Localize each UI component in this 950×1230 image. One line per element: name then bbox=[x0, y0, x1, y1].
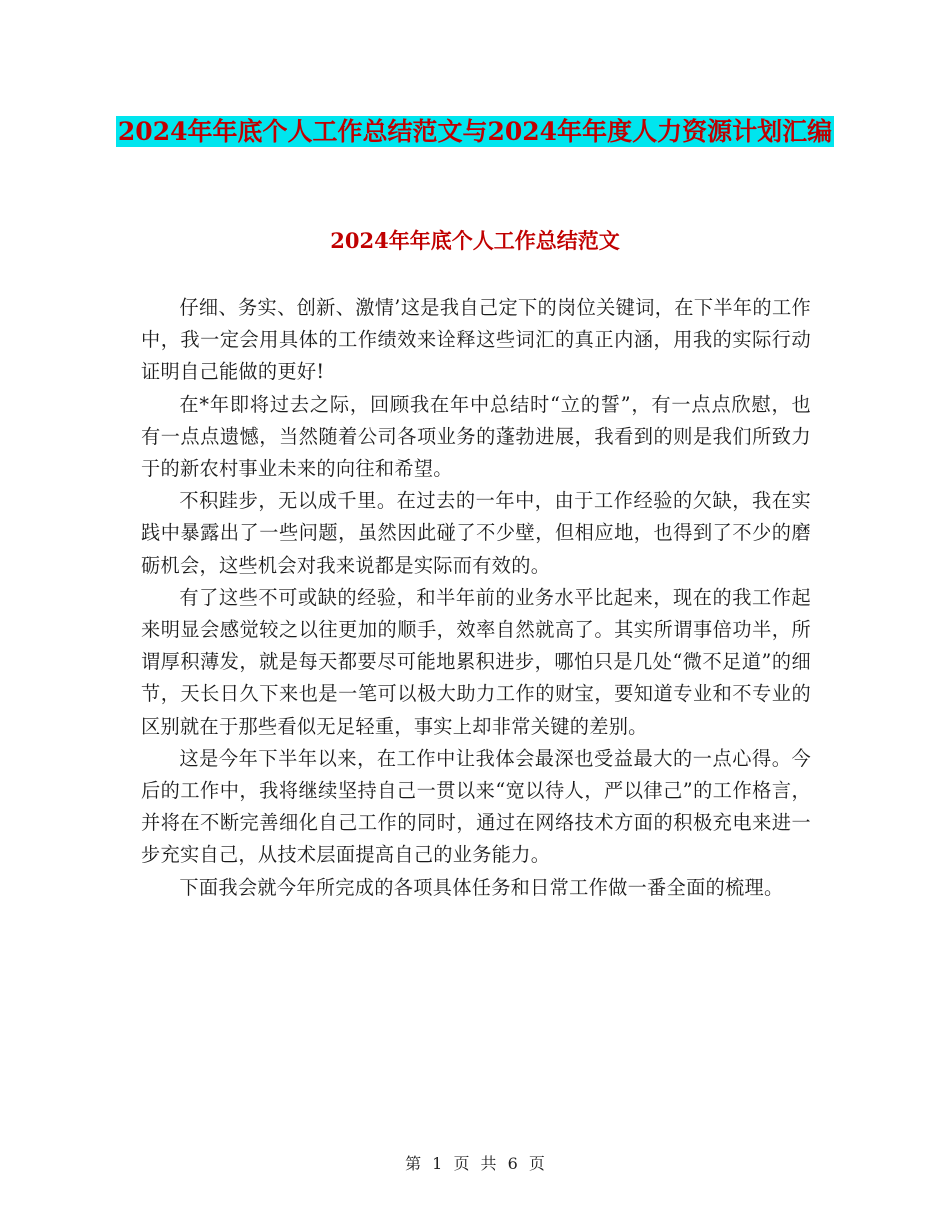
page-footer: 第 1 页 共 6 页 bbox=[405, 1154, 545, 1173]
section-title: 2024年年底个人工作总结范文 bbox=[330, 228, 620, 253]
paragraph: 有了这些不可或缺的经验，和半年前的业务水平比起来，现在的我工作起来明显会感觉较之以往更加的顺手，效率自然就高了。其实所谓事倍功半，所谓厚积薄发，就是每天都要尽可能地累积进步，哪怕只是几处“微不足道”的细节，天长日久下来也是一笔可以极大助力工作的财宝，要知道专业和不专业的区别就在于那些看似无足轻重，事实上却非常关键的差别。 bbox=[141, 585, 811, 738]
paragraph: 这是今年下半年以来，在工作中让我体会最深也受益最大的一点心得。今后的工作中，我将继续坚持自己一贯以来“宽以待人，严以律己”的工作格言，并将在不断完善细化自己工作的同时，通过在网络技术方面的积极充电来进一步充实自己，从技术层面提高自己的业务能力。 bbox=[141, 746, 811, 867]
paragraph: 仔细、务实、创新、激情’这是我自己定下的岗位关键词，在下半年的工作中，我一定会用具体的工作绩效来诠释这些词汇的真正内涵，用我的实际行动证明自己能做的更好! bbox=[141, 296, 811, 384]
paragraph: 不积跬步，无以成千里。在过去的一年中，由于工作经验的欠缺，我在实践中暴露出了一些问题，虽然因此碰了不少壁，但相应地，也得到了不少的磨砺机会，这些机会对我来说都是实际而有效的。 bbox=[141, 489, 811, 577]
paragraph: 下面我会就今年所完成的各项具体任务和日常工作做一番全面的梳理。 bbox=[179, 875, 784, 899]
paragraph: 在*年即将过去之际，回顾我在年中总结时“立的誓”，有一点点欣慰，也有一点点遗憾，当然随着公司各项业务的蓬勃进展，我看到的则是我们所致力于的新农村事业未来的向往和希望。 bbox=[141, 392, 811, 481]
document-title-text: 2024年年底个人工作总结范文与2024年年度人力资源计划汇编 bbox=[117, 117, 833, 146]
document-title bbox=[0, 112, 950, 152]
document-body bbox=[141, 292, 811, 904]
